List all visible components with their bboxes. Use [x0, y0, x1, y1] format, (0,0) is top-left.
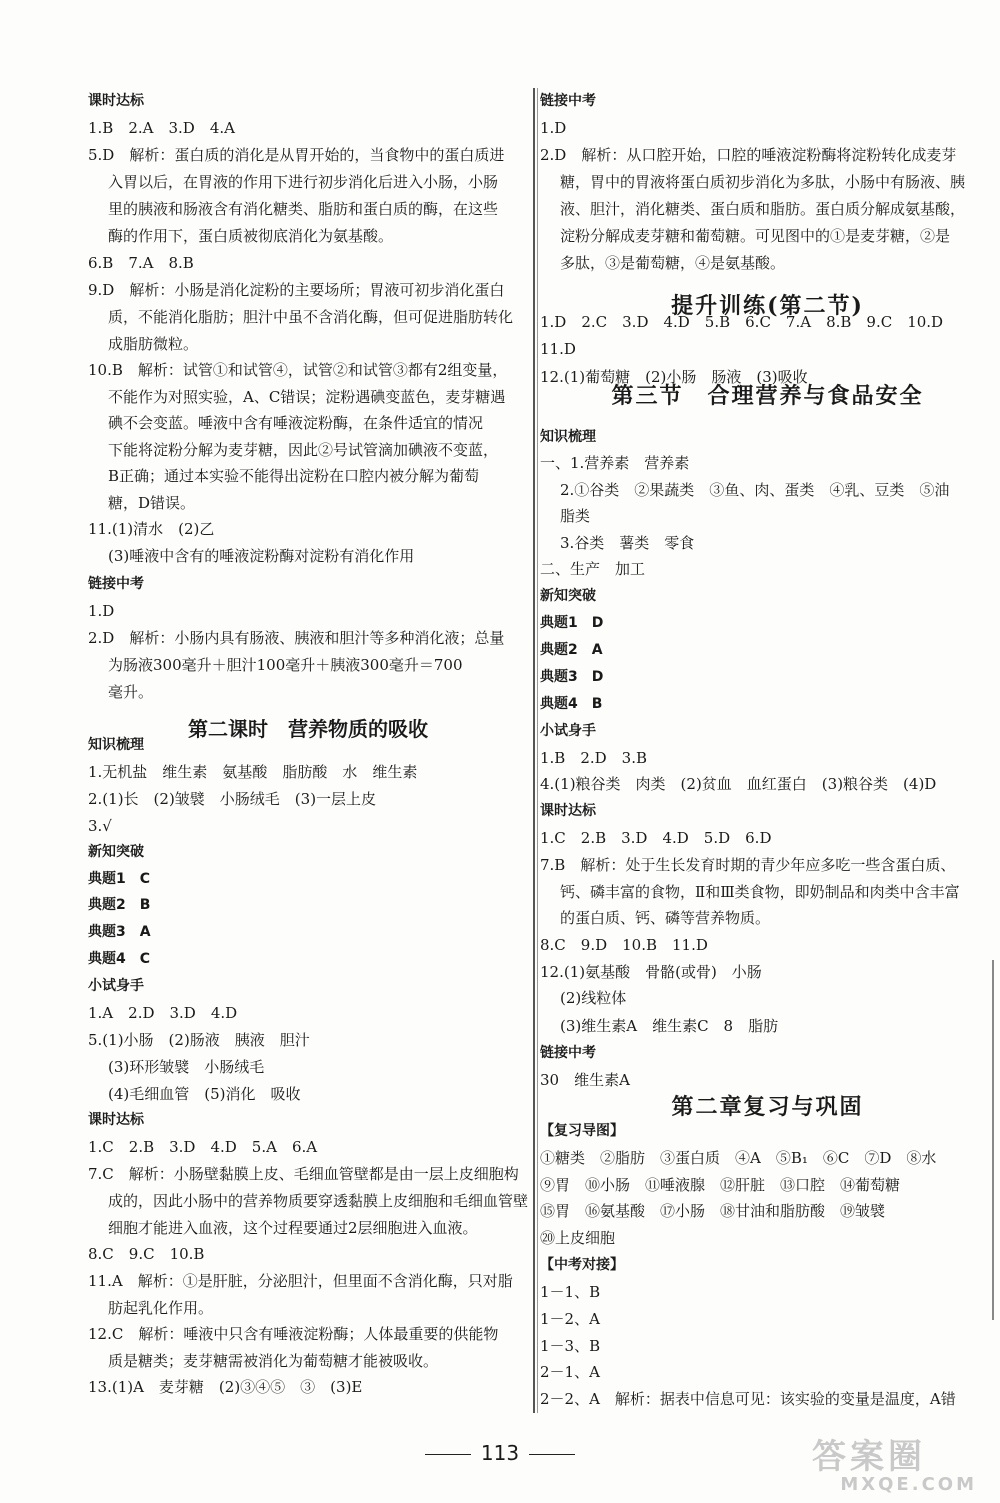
answer-line: 1.C 2.B 3.D 4.D 5.A 6.A [88, 1138, 318, 1156]
answer-line: (3)维生素A 维生素C 8 脂肪 [560, 1017, 779, 1035]
section-heading: 典题4 C [88, 951, 151, 967]
answer-line: (4)毛细血管 (5)消化 吸收 [108, 1085, 301, 1103]
answer-line: 11.D [540, 340, 576, 358]
answer-line: 的蛋白质、钙、磷等营养物质。 [560, 909, 771, 927]
answer-line: 不能作为对照实验，A、C错误；淀粉遇碘变蓝色，麦芽糖遇 [108, 388, 506, 406]
section-title: 第二章复习与巩固 [671, 1094, 864, 1120]
page-number-text: 113 [480, 1441, 520, 1465]
answer-line: 2－1、A [540, 1363, 600, 1381]
answer-line: 脂类 [560, 507, 591, 525]
answer-line: 1－3、B [540, 1337, 601, 1355]
answer-line: 2.(1)长 (2)皱襞 小肠绒毛 (3)一层上皮 [88, 790, 377, 808]
section-heading: 典题1 C [88, 871, 151, 887]
answer-line: 2.D 解析：小肠内具有肠液、胰液和胆汁等多种消化液；总量 [88, 629, 505, 647]
column-divider [533, 88, 535, 1413]
section-heading: 典题3 A [88, 924, 151, 940]
watermark-title: 答案圈 [812, 1437, 926, 1477]
bracket-heading: 【复习导图】 [540, 1123, 624, 1139]
answer-line: 2－2、A 解析：据表中信息可见：该实验的变量是温度，A错 [540, 1390, 956, 1408]
answer-line: 成脂肪微粒。 [108, 335, 199, 353]
answer-line: 6.B 7.A 8.B [88, 254, 194, 272]
section-heading: 典题4 B [540, 696, 603, 712]
answer-line: 成的，因此小肠中的营养物质要穿透黏膜上皮细胞和毛细血管壁 [108, 1192, 529, 1210]
answer-line: 7.B 解析：处于生长发育时期的青少年应多吃一些含蛋白质、 [540, 856, 956, 874]
section-heading: 课时达标 [540, 803, 596, 819]
answer-line: 质，不能消化脂肪；胆汁中虽不含消化酶，但可促进脂肪转化 [108, 308, 514, 326]
section-heading: 链接中考 [540, 93, 596, 109]
answer-line: (3)环形皱襞 小肠绒毛 [108, 1058, 265, 1076]
answer-line: 1.D [540, 119, 567, 137]
answer-line: 12.(1)氨基酸 骨骼(或骨) 小肠 [540, 963, 762, 981]
section-heading: 知识梳理 [88, 737, 144, 753]
answer-line: 质是糖类；麦芽糖需被消化为葡萄糖才能被吸收。 [108, 1352, 439, 1370]
answer-line: 8.C 9.C 10.B [88, 1245, 205, 1263]
answer-line: 1.D 2.C 3.D 4.D 5.B 6.C 7.A 8.B 9.C 10.D [540, 313, 944, 331]
answer-line: 1－1、B [540, 1283, 601, 1301]
answer-line: 11.A 解析：①是肝脏，分泌胆汁，但里面不含消化酶，只对脂 [88, 1272, 513, 1290]
answer-line: 肪起乳化作用。 [108, 1299, 214, 1317]
answer-line: 1.B 2.A 3.D 4.A [88, 119, 235, 137]
answer-line: 4.(1)粮谷类 肉类 (2)贫血 血红蛋白 (3)粮谷类 (4)D [540, 775, 937, 793]
section-heading: 典题3 D [540, 669, 604, 685]
section-heading: 知识梳理 [540, 429, 596, 445]
answer-line: 3.√ [88, 817, 112, 835]
answer-line: 11.(1)清水 (2)乙 [88, 520, 215, 538]
answer-line: 液、胆汁，消化糖类、蛋白质和脂肪。蛋白质分解成氨基酸， [560, 200, 966, 218]
section-heading: 典题1 D [540, 615, 604, 631]
answer-line: 8.C 9.D 10.B 11.D [540, 936, 708, 954]
answer-line: 细胞才能进入血液，这个过程要通过2层细胞进入血液。 [108, 1219, 478, 1237]
bracket-heading: 【中考对接】 [540, 1257, 624, 1273]
answer-line: 30 维生素A [540, 1071, 630, 1089]
answer-line: 12.C 解析：唾液中只含有唾液淀粉酶；人体最重要的供能物 [88, 1325, 499, 1343]
answer-line: 下能将淀粉分解为麦芽糖，因此②号试管滴加碘液不变蓝， [108, 441, 499, 459]
answer-line: ⑳上皮细胞 [540, 1229, 616, 1247]
watermark-url: MXQE.COM [840, 1474, 977, 1495]
section-heading: 小试身手 [540, 723, 596, 739]
section-title: 提升训练(第二节) [671, 293, 864, 319]
section-heading: 新知突破 [540, 588, 596, 604]
answer-line: B正确；通过本实验不能得出淀粉在口腔内被分解为葡萄 [108, 467, 480, 485]
answer-line: 1.A 2.D 3.D 4.D [88, 1004, 238, 1022]
answer-line: (2)线粒体 [560, 989, 627, 1007]
answer-line: ⑮胃 ⑯氨基酸 ⑰小肠 ⑱甘油和脂肪酸 ⑲皱襞 [540, 1202, 886, 1220]
page-edge-line [992, 960, 994, 1320]
section-heading: 典题2 B [88, 897, 151, 913]
answer-line: 1.C 2.B 3.D 4.D 5.D 6.D [540, 829, 772, 847]
answer-line: 毫升。 [108, 683, 154, 701]
section-heading: 链接中考 [540, 1045, 596, 1061]
answer-line: 入胃以后，在胃液的作用下进行初步消化后进入小肠，小肠 [108, 173, 499, 191]
answer-line: 9.D 解析：小肠是消化淀粉的主要场所；胃液可初步消化蛋白 [88, 281, 505, 299]
answer-line: (3)唾液中含有的唾液淀粉酶对淀粉有消化作用 [108, 547, 415, 565]
answer-line: 12.(1)葡萄糖 (2)小肠 肠液 (3)吸收 [540, 368, 808, 386]
answer-line: 多肽，③是葡萄糖，④是氨基酸。 [560, 254, 786, 272]
answer-line: 钙、磷丰富的食物，Ⅱ和Ⅲ类食物，即奶制品和肉类中含丰富 [560, 883, 960, 901]
answer-line: 碘不会变蓝。唾液中含有唾液淀粉酶，在条件适宜的情况 [108, 414, 484, 432]
page-number-rule-left [425, 1454, 471, 1455]
section-heading: 链接中考 [88, 576, 144, 592]
answer-line: 里的胰液和肠液含有消化糖类、脂肪和蛋白质的酶，在这些 [108, 200, 499, 218]
watermark-logo [812, 1438, 987, 1496]
answer-line: 1－2、A [540, 1310, 600, 1328]
section-title: 第二课时 营养物质的吸收 [188, 717, 428, 741]
section-heading: 课时达标 [88, 1112, 144, 1128]
section-heading: 小试身手 [88, 978, 144, 994]
section-heading: 课时达标 [88, 93, 144, 109]
column-divider-thin [537, 88, 538, 1413]
answer-line: 为肠液300毫升＋胆汁100毫升＋胰液300毫升＝700 [108, 656, 463, 674]
section-heading: 典题2 A [540, 642, 603, 658]
answer-line: 2.①谷类 ②果蔬类 ③鱼、肉、蛋类 ④乳、豆类 ⑤油 [560, 481, 950, 499]
section-heading: 新知突破 [88, 844, 144, 860]
answer-line: 淀粉分解成麦芽糖和葡萄糖。可见图中的①是麦芽糖，②是 [560, 227, 951, 245]
answer-line: 5.(1)小肠 (2)肠液 胰液 胆汁 [88, 1031, 310, 1049]
answer-line: 1.D [88, 602, 115, 620]
section-title: 第三节 合理营养与食品安全 [611, 383, 924, 409]
answer-line: 10.B 解析：试管①和试管④，试管②和试管③都有2组变量， [88, 361, 508, 379]
answer-line: 5.D 解析：蛋白质的消化是从胃开始的，当食物中的蛋白质进 [88, 146, 505, 164]
answer-line: 1.无机盐 维生素 氨基酸 脂肪酸 水 维生素 [88, 763, 418, 781]
page-number-rule-right [529, 1454, 575, 1455]
answer-line: 3.谷类 薯类 零食 [560, 534, 695, 552]
answer-line: 1.B 2.D 3.B [540, 749, 648, 767]
answer-line: 2.D 解析：从口腔开始，口腔的唾液淀粉酶将淀粉转化成麦芽 [540, 146, 957, 164]
answer-line: 糖，D错误。 [108, 494, 196, 512]
answer-line: 糖，胃中的胃液将蛋白质初步消化为多肽，小肠中有肠液、胰 [560, 173, 966, 191]
answer-line: 7.C 解析：小肠壁黏膜上皮、毛细血管壁都是由一层上皮细胞构 [88, 1165, 519, 1183]
answer-line: ⑨胃 ⑩小肠 ⑪唾液腺 ⑫肝脏 ⑬口腔 ⑭葡萄糖 [540, 1176, 901, 1194]
answer-line: 一、1.营养素 营养素 [540, 454, 690, 472]
answer-line: 二、生产 加工 [540, 560, 646, 578]
answer-line: 13.(1)A 麦芽糖 (2)③④⑤ ③ (3)E [88, 1378, 363, 1396]
answer-line: ①糖类 ②脂肪 ③蛋白质 ④A ⑤B₁ ⑥C ⑦D ⑧水 [540, 1149, 937, 1167]
answer-line: 酶的作用下，蛋白质被彻底消化为氨基酸。 [108, 227, 394, 245]
